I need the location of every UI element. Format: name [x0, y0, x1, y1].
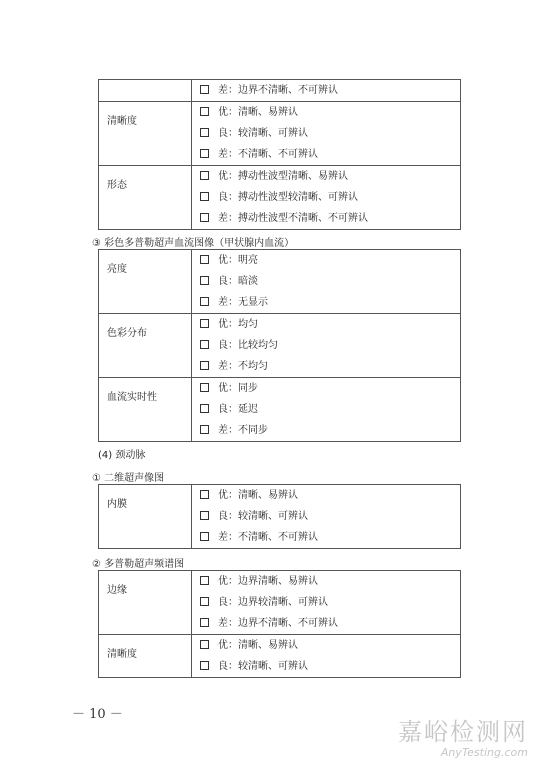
row-category: 形态 [99, 166, 192, 230]
table-row [99, 80, 461, 102]
rating-option [200, 271, 460, 292]
checkbox[interactable] [200, 490, 209, 499]
watermark [398, 718, 528, 759]
rating-option [200, 635, 460, 656]
rating-option [200, 420, 460, 441]
section-heading-two-d: ① 二维超声像图 [92, 473, 165, 484]
row-category: 清晰度 [99, 102, 192, 166]
option-label: 优：清晰、易辨认 [218, 107, 298, 118]
checkbox[interactable] [200, 425, 209, 434]
rating-option [200, 144, 460, 165]
checkbox[interactable] [200, 340, 209, 349]
rating-option [200, 292, 460, 313]
rating-option [200, 656, 460, 677]
rating-option [200, 506, 460, 527]
evaluation-table-3 [98, 484, 461, 549]
checkbox[interactable] [200, 85, 209, 94]
evaluation-table-1 [98, 79, 461, 230]
checkbox[interactable] [200, 319, 209, 328]
option-label: 良：较清晰、可辨认 [218, 661, 308, 672]
checkbox[interactable] [200, 576, 209, 585]
table-row [99, 166, 461, 230]
row-options [192, 166, 461, 230]
row-options [192, 571, 461, 635]
row-options [192, 635, 461, 678]
row-category: 亮度 [99, 250, 192, 314]
table-row [99, 571, 461, 635]
option-label: 良：边界较清晰、可辨认 [218, 597, 328, 608]
row-options [192, 378, 461, 442]
checkbox[interactable] [200, 640, 209, 649]
rating-option [200, 314, 460, 335]
option-label: 差：不清晰、不可辨认 [218, 532, 318, 543]
option-label: 差：不清晰、不可辨认 [218, 149, 318, 160]
row-options [192, 314, 461, 378]
rating-option [200, 166, 460, 187]
row-options [192, 250, 461, 314]
rating-option [200, 592, 460, 613]
table-row [99, 314, 461, 378]
rating-option [200, 485, 460, 506]
rating-option [200, 356, 460, 377]
checkbox[interactable] [200, 532, 209, 541]
option-label: 良：较清晰、可辨认 [218, 128, 308, 139]
rating-option [200, 250, 460, 271]
rating-option [200, 571, 460, 592]
table-row [99, 102, 461, 166]
rating-option [200, 102, 460, 123]
table-row [99, 250, 461, 314]
rating-option [200, 378, 460, 399]
checkbox[interactable] [200, 171, 209, 180]
checkbox[interactable] [200, 107, 209, 116]
row-options [192, 102, 461, 166]
row-category: 内膜 [99, 485, 192, 549]
option-label: 良：较清晰、可辨认 [218, 511, 308, 522]
rating-option [200, 208, 460, 229]
checkbox[interactable] [200, 192, 209, 201]
section-heading-carotid: (4) 颈动脉 [98, 450, 146, 461]
checkbox[interactable] [200, 213, 209, 222]
watermark-cn: 嘉峪检测网 [398, 718, 528, 746]
rating-option [200, 80, 460, 101]
checkbox[interactable] [200, 128, 209, 137]
rating-option [200, 123, 460, 144]
row-category: 色彩分布 [99, 314, 192, 378]
option-label: 差：不同步 [218, 425, 268, 436]
option-label: 优：明亮 [218, 255, 258, 266]
option-label: 差：边界不清晰、不可辨认 [218, 85, 338, 96]
checkbox[interactable] [200, 511, 209, 520]
checkbox[interactable] [200, 297, 209, 306]
rating-option [200, 335, 460, 356]
rating-option [200, 399, 460, 420]
rating-option [200, 613, 460, 634]
row-options [192, 80, 461, 102]
checkbox[interactable] [200, 661, 209, 670]
option-label: 良：比较均匀 [218, 340, 278, 351]
checkbox[interactable] [200, 597, 209, 606]
checkbox[interactable] [200, 618, 209, 627]
option-label: 优：清晰、易辨认 [218, 490, 298, 501]
checkbox[interactable] [200, 383, 209, 392]
table-row [99, 485, 461, 549]
evaluation-table-4 [98, 570, 461, 678]
table-row [99, 635, 461, 678]
checkbox[interactable] [200, 149, 209, 158]
row-options [192, 485, 461, 549]
option-label: 良：延迟 [218, 404, 258, 415]
option-label: 优：清晰、易辨认 [218, 640, 298, 651]
checkbox[interactable] [200, 404, 209, 413]
watermark-en: AnyTesting.com [440, 746, 528, 759]
table-row [99, 378, 461, 442]
option-label: 优：搏动性波型清晰、易辨认 [218, 171, 348, 182]
row-category: 边缘 [99, 571, 192, 635]
option-label: 良：暗淡 [218, 276, 258, 287]
page-number: － 10 － [72, 707, 123, 722]
option-label: 差：无显示 [218, 297, 268, 308]
option-label: 差：搏动性波型不清晰、不可辨认 [218, 213, 368, 224]
rating-option [200, 187, 460, 208]
option-label: 优：均匀 [218, 319, 258, 330]
row-category: 清晰度 [99, 635, 192, 678]
checkbox[interactable] [200, 361, 209, 370]
row-category [99, 80, 192, 102]
rating-option [200, 527, 460, 548]
option-label: 良：搏动性波型较清晰、可辨认 [218, 192, 358, 203]
option-label: 差：边界不清晰、不可辨认 [218, 618, 338, 629]
option-label: 优：同步 [218, 383, 258, 394]
option-label: 差：不均匀 [218, 361, 268, 372]
checkbox[interactable] [200, 255, 209, 264]
option-label: 优：边界清晰、易辨认 [218, 576, 318, 587]
checkbox[interactable] [200, 276, 209, 285]
section-heading-doppler-spectrum: ② 多普勒超声频谱图 [92, 559, 185, 570]
evaluation-table-2 [98, 249, 461, 442]
row-category: 血流实时性 [99, 378, 192, 442]
section-heading-color-doppler: ③ 彩色多普勒超声血流图像（甲状腺内血流） [92, 238, 295, 249]
